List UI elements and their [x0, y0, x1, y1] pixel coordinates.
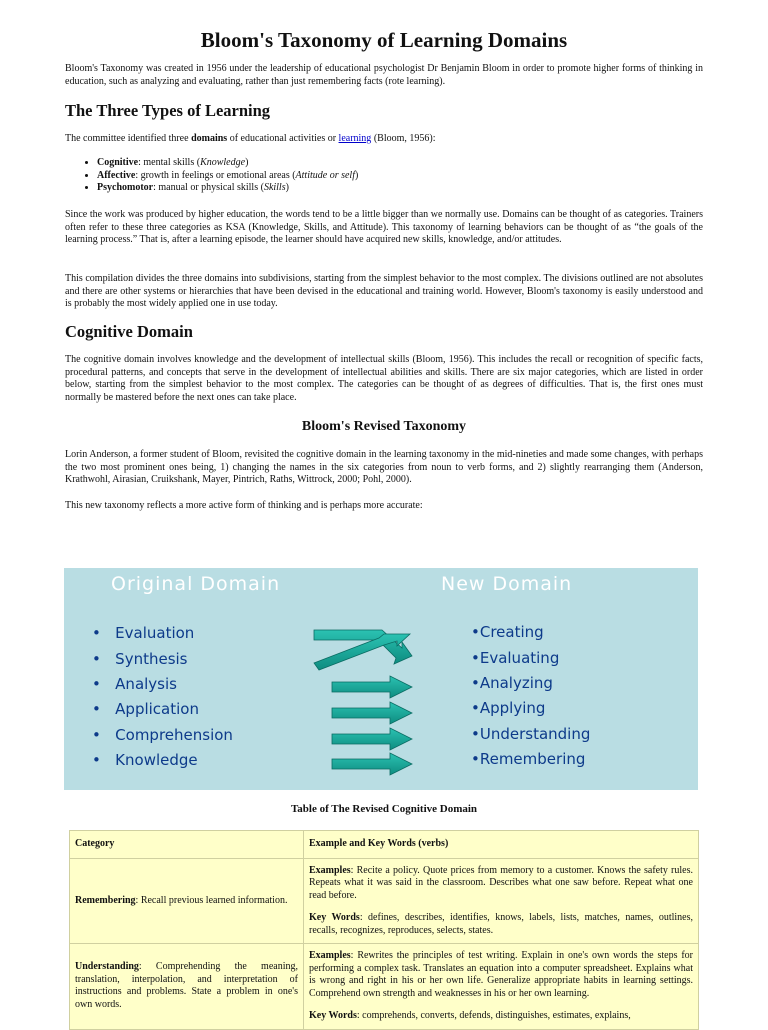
arrow-right-icon	[332, 728, 412, 750]
revised-heading: Bloom's Revised Taxonomy	[301, 419, 467, 434]
new-item-applying: •Applying	[471, 699, 546, 717]
learning-link[interactable]: learning	[338, 133, 372, 144]
keywords-text: Key Words: comprehends, converts, defends, distinguishes, estimates, explains,	[309, 1010, 631, 1021]
domains-bold: domains	[191, 133, 228, 144]
original-item-analysis: • Analysis	[92, 675, 177, 693]
new-domain-heading: New Domain	[441, 573, 573, 595]
table-caption: Table of The Revised Cognitive Domain	[290, 803, 478, 815]
new-item-evaluating: •Evaluating	[471, 649, 560, 667]
domains-text-3: (Bloom, 1956):	[371, 133, 436, 144]
domains-text-1: The committee identified three	[65, 133, 192, 144]
three-types-section	[65, 101, 703, 121]
active-thinking-block	[65, 500, 703, 513]
domains-list-block	[65, 157, 703, 195]
new-item-creating: •Creating	[471, 623, 544, 641]
compilation-paragraph: This compilation divides the three domains into subdivisions, starting from the simplest behavior to the most complex. The divisions outlined are not absolutes and there are other systems or hierarchies that have been devised in the educational and training world. However, Bloom's taxonomy is easily understood and is probably the most widely applied one in use today.	[65, 273, 703, 309]
ksa-paragraph: Since the work was produced by higher education, the words tend to be a little bigger than we normally use. Domains can be thought of as categories. Trainers often refer to these three categories as KSA (Knowledge, Skills, and Attitude). This taxonomy of learning behaviors can be thought of as “the goals of the learning process.” That is, after a learning episode, the learner should have acquired new skills, knowledge, and/or attitudes.	[65, 209, 703, 245]
arrows-layer	[64, 568, 698, 790]
original-item-comprehension: • Comprehension	[92, 726, 233, 744]
examples-cell	[304, 944, 699, 1030]
list-item: • Cognitive: mental skills (Knowledge)	[97, 157, 703, 170]
three-types-heading: The Three Types of Learning	[65, 101, 271, 120]
intro-section	[65, 63, 703, 88]
new-item-analyzing: •Analyzing	[471, 674, 553, 692]
domains-paragraph	[65, 133, 703, 146]
table-row	[70, 944, 699, 1030]
domains-list	[65, 157, 703, 195]
page-title: Bloom's Taxonomy of Learning Domains	[200, 28, 568, 52]
intro-paragraph: Bloom's Taxonomy was created in 1956 under the leadership of educational psychologist Dr Benjamin Bloom in order to promote higher forms of thinking in education, such as analyzing and evaluating, rather than just remembering facts (rote learning).	[65, 63, 703, 87]
arrow-right-icon	[332, 702, 412, 724]
revised-paragraph-block	[65, 449, 703, 487]
examples-text: Examples: Rewrites the principles of test writing. Explain in one's own words the steps for performing a complex task. Translates an equation into a computer spreadsheet. Explains what is wrong and right in his or her own life. Generalize appropriate habits in learning settings. Comprehend own strength and weaknesses in his or her own learning.	[309, 950, 693, 999]
taxonomy-diagram	[64, 568, 698, 790]
arrow-right-icon	[332, 676, 412, 698]
list-item: • Affective: growth in feelings or emotional areas (Attitude or self)	[97, 170, 703, 183]
original-item-knowledge: • Knowledge	[92, 751, 198, 769]
original-item-evaluation: • Evaluation	[92, 624, 195, 642]
table-header-row	[70, 831, 699, 859]
domains-paragraph-block	[65, 133, 703, 146]
header-examples: Example and Key Words (verbs)	[304, 831, 699, 859]
cognitive-paragraph-block	[65, 354, 703, 404]
examples-cell	[304, 858, 699, 944]
ksa-paragraph-block	[65, 209, 703, 247]
category-cell: Understanding: Comprehending the meaning, translation, interpolation, and interpretation of instructions and problems. State a problem in one's own words.	[70, 944, 304, 1030]
header-category: Category	[70, 831, 304, 859]
table-row	[70, 858, 699, 944]
original-item-synthesis: • Synthesis	[92, 650, 188, 668]
revised-section	[65, 418, 703, 436]
new-item-remembering: •Remembering	[471, 750, 586, 768]
category-cell: Remembering: Recall previous learned information.	[70, 858, 304, 944]
cognitive-paragraph: The cognitive domain involves knowledge and the development of intellectual skills (Bloom, 1956). This includes the recall or recognition of specific facts, procedural patterns, and concepts that serve in the development of intellectual abilities and skills. There are six major categories, which are listed in order below, starting from the simplest behavior to the most complex. The categories can be thought of as degrees of difficulties. That is, the first ones must normally be mastered before the next ones can take place.	[65, 354, 703, 403]
domains-text-2: of educational activities or	[227, 133, 339, 144]
list-item: • Psychomotor: manual or physical skills (Skills)	[97, 182, 703, 195]
original-domain-heading: Original Domain	[111, 573, 281, 595]
new-item-understanding: •Understanding	[471, 725, 591, 743]
keywords-text: Key Words: defines, describes, identifies, knows, labels, lists, matches, names, outlines, recalls, recognizes, reproduces, selects, states.	[309, 912, 693, 936]
revised-paragraph: Lorin Anderson, a former student of Bloom, revisited the cognitive domain in the learning taxonomy in the mid-nineties and made some changes, with perhaps the two most prominent ones being, 1) changing the names in the six categories from noun to verb forms, and 2) slightly rearranging them (Anderson, Krathwohl, Airasian, Cruikshank, Mayer, Pintrich, Raths, Wittrock, 2000; Pohl, 2000).	[65, 449, 703, 485]
active-thinking-paragraph: This new taxonomy reflects a more active form of thinking and is perhaps more accurate:	[65, 500, 423, 511]
revised-cognitive-table	[69, 830, 699, 1030]
cognitive-heading: Cognitive Domain	[65, 322, 193, 341]
compilation-paragraph-block	[65, 273, 703, 311]
examples-text: Examples: Recite a policy. Quote prices from memory to a customer. Knows the safety rules. Repeats what it was said in the classroom. Describes what one saw before. Repeat what one read before.	[309, 864, 693, 901]
cognitive-section	[65, 322, 703, 342]
arrow-right-icon	[332, 753, 412, 775]
original-item-application: • Application	[92, 700, 199, 718]
